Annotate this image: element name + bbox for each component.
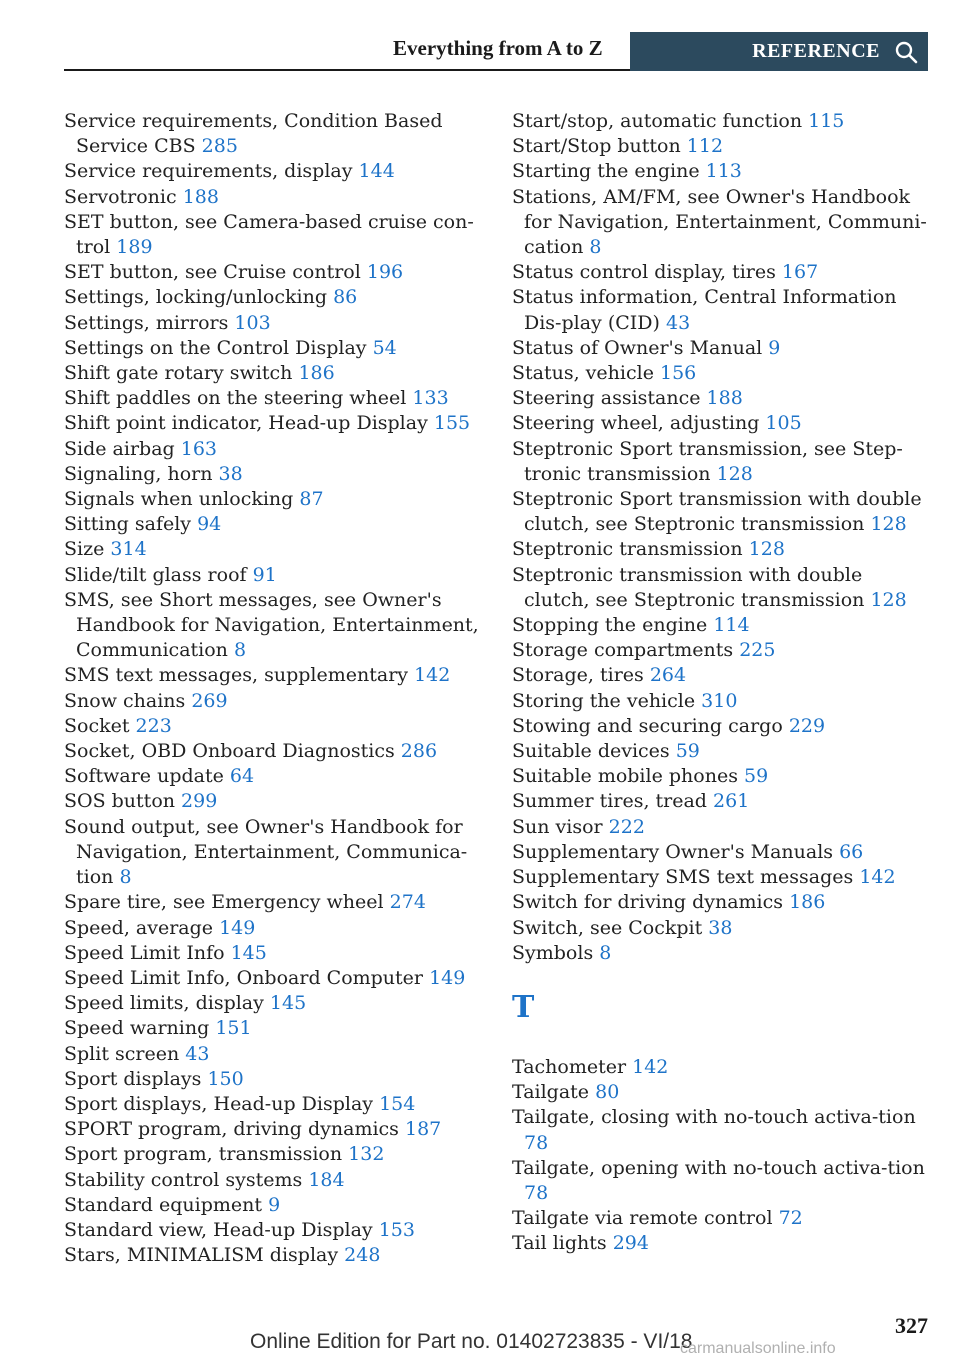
page-link[interactable]: 8 <box>589 236 602 259</box>
entry-text: Sport displays <box>64 1067 202 1090</box>
index-entry <box>64 1142 484 1167</box>
index-entry <box>64 991 484 1016</box>
index-entry <box>64 689 484 714</box>
index-entry <box>512 714 932 739</box>
entry-text: Settings, mirrors <box>64 311 229 334</box>
entry-text: Standard view, Head-up Display <box>64 1218 373 1241</box>
index-entry <box>64 1193 484 1218</box>
index-entry <box>512 1156 932 1206</box>
index-entry <box>64 260 484 285</box>
entry-text: Tailgate <box>512 1081 590 1104</box>
index-entry <box>64 890 484 915</box>
page-link[interactable]: 144 <box>358 160 395 183</box>
entry-text: Tailgate, closing with no-touch activa-tion <box>512 1106 916 1129</box>
index-entry <box>512 764 932 789</box>
page-link[interactable]: 261 <box>713 790 750 813</box>
page-link[interactable]: 269 <box>191 689 228 712</box>
entry-text: Steptronic transmission with double clutch, see Steptronic transmission <box>512 563 865 611</box>
index-entry <box>64 1067 484 1092</box>
index-entry <box>64 487 484 512</box>
entry-text: Steptronic Sport transmission, see Step-tronic transmission <box>512 437 903 485</box>
entry-text: Snow chains <box>64 689 186 712</box>
entry-text: Tachometer <box>512 1055 627 1078</box>
page-link[interactable]: 149 <box>429 966 466 989</box>
entry-text: SET button, see Cruise control <box>64 261 361 284</box>
index-entry <box>64 109 484 159</box>
page-link[interactable]: 133 <box>412 387 449 410</box>
entry-text: Storage compartments <box>512 639 734 662</box>
search-icon[interactable] <box>894 40 918 64</box>
page-link[interactable]: 163 <box>180 437 217 460</box>
index-entry <box>512 437 932 487</box>
index-entry <box>64 462 484 487</box>
entry-text: Supplementary Owner's Manuals <box>512 840 834 863</box>
page-link[interactable]: 167 <box>781 261 819 284</box>
entry-text: Speed warning <box>64 1017 210 1040</box>
entry-text: Settings on the Control Display <box>64 336 367 359</box>
page-link[interactable]: 128 <box>748 538 785 561</box>
index-entry <box>64 815 484 891</box>
page-link[interactable]: 9 <box>768 336 781 359</box>
entry-text: Status, vehicle <box>512 362 654 385</box>
page-link[interactable]: 188 <box>182 185 219 208</box>
entry-text: Servotronic <box>64 185 177 208</box>
index-entry <box>64 764 484 789</box>
index-entry <box>512 185 932 261</box>
index-entry <box>512 1231 932 1256</box>
page-link[interactable]: 310 <box>701 689 738 712</box>
index-entry <box>64 563 484 588</box>
index-entry <box>64 512 484 537</box>
index-entry <box>64 739 484 764</box>
edition-note: Online Edition for Part no. 01402723835 - VI/18 <box>250 1330 693 1353</box>
index-entry <box>64 663 484 688</box>
page-link[interactable]: 128 <box>870 588 907 611</box>
entry-text: Steptronic Sport transmission with double clutch, see Steptronic transmission <box>512 488 922 536</box>
page-link[interactable]: 151 <box>215 1017 252 1040</box>
page-link[interactable]: 186 <box>298 362 335 385</box>
page-link[interactable]: 80 <box>595 1081 620 1104</box>
entry-text: SMS text messages, supplementary <box>64 664 409 687</box>
page-link[interactable]: 286 <box>400 740 438 763</box>
index-entry <box>512 941 932 966</box>
index-entry <box>64 411 484 436</box>
index-entry <box>64 210 484 260</box>
entry-text: Stability control systems <box>64 1168 303 1191</box>
page-link[interactable]: 186 <box>789 891 826 914</box>
entry-text: Shift gate rotary switch <box>64 362 293 385</box>
entry-text: Spare tire, see Emergency wheel <box>64 891 384 914</box>
entry-text: Stopping the engine <box>512 614 708 637</box>
index-entry <box>64 1243 484 1268</box>
reference-label: REFERENCE <box>752 40 880 62</box>
page-link[interactable]: 8 <box>599 941 612 964</box>
section-letter: T <box>512 989 535 1025</box>
index-entry <box>512 134 932 159</box>
page-link[interactable]: 9 <box>268 1193 281 1216</box>
page-link[interactable]: 142 <box>632 1055 669 1078</box>
page-link[interactable]: 229 <box>788 714 826 737</box>
entry-text: Switch for driving dynamics <box>512 891 784 914</box>
entry-text: Summer tires, tread <box>512 790 707 813</box>
page-link[interactable]: 128 <box>716 462 753 485</box>
index-entry <box>64 386 484 411</box>
page-link[interactable]: 38 <box>218 462 243 485</box>
index-entry <box>512 1080 932 1105</box>
index-entry <box>512 361 932 386</box>
entry-text: Speed Limit Info <box>64 941 225 964</box>
entry-text: SMS, see Short messages, see Owner's Handbook for Navigation, Entertainment, Communication <box>64 588 479 662</box>
page-link[interactable]: 187 <box>404 1118 442 1141</box>
entry-text: Suitable devices <box>512 740 670 763</box>
page-link[interactable]: 150 <box>207 1067 244 1090</box>
index-entry <box>64 1016 484 1041</box>
entry-text: Stations, AM/FM, see Owner's Handbook for Navigation, Entertainment, Communi-cation <box>512 185 927 259</box>
index-entry <box>512 386 932 411</box>
page-link[interactable]: 115 <box>808 110 845 132</box>
page-link[interactable]: 154 <box>379 1092 416 1115</box>
entry-text: Signals when unlocking <box>64 488 294 511</box>
index-entry <box>64 285 484 310</box>
page-link[interactable]: 145 <box>230 941 267 964</box>
entry-text: Tail lights <box>512 1232 607 1255</box>
header-rule <box>64 69 630 71</box>
index-entry <box>64 311 484 336</box>
entry-text: SOS button <box>64 790 175 813</box>
index-entry <box>64 1092 484 1117</box>
entry-text: Stars, MINIMALISM display <box>64 1244 339 1267</box>
entry-text: Service requirements, Condition Based Service CBS <box>64 110 443 158</box>
entry-text: Status of Owner's Manual <box>512 336 763 359</box>
page-link[interactable]: 155 <box>433 412 471 435</box>
index-entry <box>512 890 932 915</box>
section-title: Everything from A to Z <box>393 36 603 60</box>
index-entry <box>64 714 484 739</box>
page-link[interactable]: 188 <box>706 387 743 410</box>
page-link[interactable]: 54 <box>372 336 397 359</box>
page-link[interactable]: 86 <box>333 286 358 309</box>
page-link[interactable]: 145 <box>269 992 307 1015</box>
index-entry <box>64 437 484 462</box>
entry-text: Socket, OBD Onboard Diagnostics <box>64 740 395 763</box>
entry-text: Service requirements, display <box>64 160 353 183</box>
entry-text: SET button, see Camera-based cruise con-trol <box>64 210 474 259</box>
entry-text: Steering wheel, adjusting <box>512 412 760 435</box>
page-link[interactable]: 294 <box>612 1232 649 1255</box>
index-entry <box>512 815 932 840</box>
page-link[interactable]: 189 <box>116 236 153 259</box>
index-entry <box>64 159 484 184</box>
entry-text: Sun visor <box>512 815 603 838</box>
entry-text: Socket <box>64 714 130 737</box>
index-entry <box>64 941 484 966</box>
page-link[interactable]: 156 <box>659 362 697 385</box>
entry-text: Sitting safely <box>64 513 192 536</box>
entry-text: Signaling, horn <box>64 462 213 485</box>
index-entry <box>64 537 484 562</box>
index-entry <box>64 588 484 664</box>
page-link[interactable]: 78 <box>524 1131 549 1154</box>
index-entry <box>64 185 484 210</box>
index-entry <box>512 1055 932 1080</box>
page-link[interactable]: 112 <box>686 135 724 158</box>
entry-text: Supplementary SMS text messages <box>512 866 854 889</box>
page-link[interactable]: 264 <box>649 664 687 687</box>
entry-text: Speed limits, display <box>64 992 264 1015</box>
page-link[interactable]: 78 <box>524 1181 549 1204</box>
page-link[interactable]: 142 <box>414 664 451 687</box>
index-entry <box>512 487 932 537</box>
index-entry <box>64 1117 484 1142</box>
page-link[interactable]: 43 <box>185 1042 210 1065</box>
page-link[interactable]: 66 <box>839 840 864 863</box>
page-link[interactable]: 142 <box>859 866 896 889</box>
page-link[interactable]: 59 <box>744 765 769 788</box>
page-link[interactable]: 64 <box>229 765 255 788</box>
page-link[interactable]: 153 <box>378 1218 415 1241</box>
entry-text: Sport program, transmission <box>64 1143 343 1166</box>
page-link[interactable]: 223 <box>135 714 172 737</box>
index-entry <box>512 109 932 134</box>
index-entry <box>512 916 932 941</box>
index-entry <box>512 1105 932 1155</box>
entry-text: Storing the vehicle <box>512 689 696 712</box>
entry-text: Speed, average <box>64 916 214 939</box>
index-entry <box>64 361 484 386</box>
index-entry <box>512 159 932 184</box>
entry-text: Tailgate via remote control <box>512 1207 773 1230</box>
entry-text: Steering assistance <box>512 387 701 410</box>
entry-text: Symbols <box>512 941 594 964</box>
page-link[interactable]: 105 <box>765 412 802 435</box>
reference-tab[interactable] <box>630 32 928 71</box>
page-link[interactable]: 149 <box>219 916 256 939</box>
page-link[interactable]: 94 <box>197 513 222 536</box>
entry-text: Switch, see Cockpit <box>512 916 703 939</box>
entry-text: Slide/tilt glass roof <box>64 563 247 586</box>
index-entry <box>64 1042 484 1067</box>
entry-text: Starting the engine <box>512 160 700 183</box>
page-link[interactable]: 248 <box>344 1244 381 1267</box>
index-entry <box>64 916 484 941</box>
page-link[interactable]: 132 <box>348 1143 385 1166</box>
page-link[interactable]: 38 <box>708 916 733 939</box>
index-entry <box>64 789 484 814</box>
page-link[interactable]: 128 <box>870 513 907 536</box>
page-link[interactable]: 299 <box>181 790 218 813</box>
index-entry <box>512 840 932 865</box>
page-link[interactable]: 8 <box>233 639 247 662</box>
index-entry <box>64 1168 484 1193</box>
entry-text: Split screen <box>64 1042 180 1065</box>
entry-text: Start/stop, automatic function <box>512 110 803 132</box>
page-link[interactable]: 274 <box>389 891 426 914</box>
index-entry <box>512 638 932 663</box>
index-entry <box>512 739 932 764</box>
page-link[interactable]: 87 <box>299 488 324 511</box>
index-entry <box>512 537 932 562</box>
entry-text: Size <box>64 538 105 561</box>
index-entry <box>512 689 932 714</box>
entry-text: Standard equipment <box>64 1193 263 1216</box>
page-link[interactable]: 113 <box>705 160 742 183</box>
page-number: 327 <box>895 1313 928 1338</box>
page-link[interactable]: 222 <box>608 815 645 838</box>
page-link[interactable]: 285 <box>201 135 238 158</box>
entry-text: Shift point indicator, Head-up Display <box>64 412 428 435</box>
entry-text: Status information, Central Information Dis-play (CID) <box>512 286 897 334</box>
page-link[interactable]: 91 <box>252 563 277 586</box>
index-column-right <box>512 109 932 1257</box>
entry-text: Software update <box>64 765 224 788</box>
index-entry <box>512 865 932 890</box>
index-entry <box>512 260 932 285</box>
entry-text: Settings, locking/unlocking <box>64 286 328 309</box>
entry-text: Sound output, see Owner's Handbook for Navigation, Entertainment, Communica-tion <box>64 815 468 889</box>
index-entry <box>512 663 932 688</box>
page-link[interactable]: 72 <box>778 1207 803 1230</box>
entry-text: Suitable mobile phones <box>512 765 738 788</box>
index-entry <box>512 613 932 638</box>
entry-text: Storage, tires <box>512 664 644 687</box>
index-entry <box>512 1206 932 1231</box>
page-link[interactable]: 225 <box>739 639 776 662</box>
page-link[interactable]: 43 <box>665 311 691 334</box>
index-entry <box>512 285 932 335</box>
entry-text: SPORT program, driving dynamics <box>64 1118 399 1141</box>
entry-text: Status control display, tires <box>512 261 776 284</box>
page-link[interactable]: 114 <box>713 614 750 637</box>
page-link[interactable]: 314 <box>110 538 147 561</box>
index-entry <box>512 563 932 613</box>
index-column-left <box>64 109 484 1268</box>
index-entry <box>512 411 932 436</box>
entry-text: Start/Stop button <box>512 135 681 158</box>
page-link[interactable]: 184 <box>308 1168 345 1191</box>
entry-text: Tailgate, opening with no-touch activa-tion <box>512 1156 925 1179</box>
page-link[interactable]: 103 <box>234 311 271 334</box>
page-link[interactable]: 8 <box>119 866 132 889</box>
entry-text: Side airbag <box>64 437 175 460</box>
entry-text: Sport displays, Head-up Display <box>64 1092 374 1115</box>
index-entry <box>512 789 932 814</box>
entry-text: Speed Limit Info, Onboard Computer <box>64 966 424 989</box>
index-entry <box>512 336 932 361</box>
entry-text: Stowing and securing cargo <box>512 714 783 737</box>
page-link[interactable]: 59 <box>675 740 700 763</box>
watermark: carmanualsonline.info <box>680 1340 836 1357</box>
page-link[interactable]: 196 <box>366 261 404 284</box>
entry-text: Shift paddles on the steering wheel <box>64 387 407 410</box>
index-entry <box>64 336 484 361</box>
entry-text: Steptronic transmission <box>512 538 743 561</box>
index-entry <box>64 1218 484 1243</box>
index-entry <box>64 966 484 991</box>
